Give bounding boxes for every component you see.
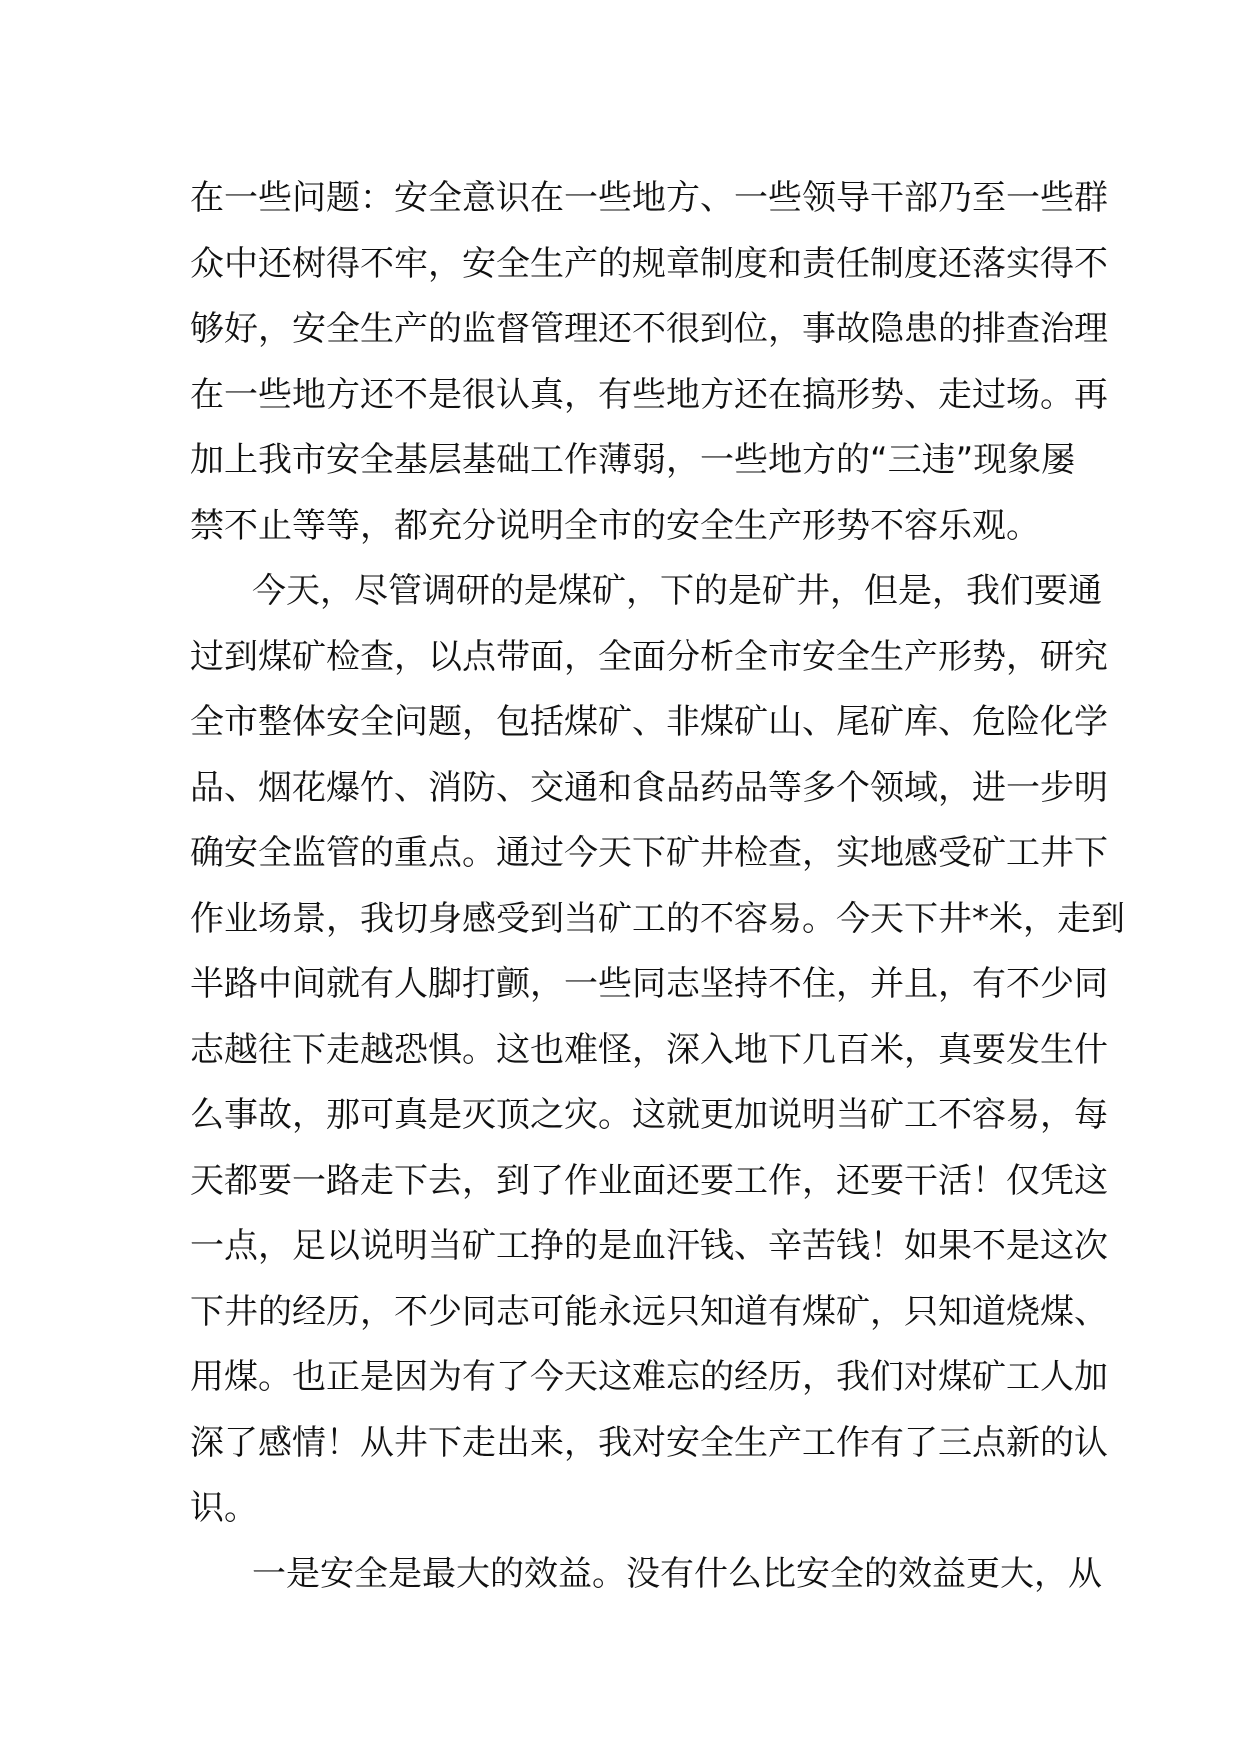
paragraph-first-line: 一是安全是最大的效益。没有什么比安全的效益更大，从 xyxy=(252,1553,1102,1594)
text-line: 一点，足以说明当矿工挣的是血汗钱、辛苦钱！如果不是这次 xyxy=(190,1226,1108,1266)
text-line: 在一些问题：安全意识在一些地方、一些领导干部乃至一些群 xyxy=(190,178,1108,218)
text-line: 半路中间就有人脚打颤，一些同志坚持不住，并且，有不少同 xyxy=(190,964,1108,1004)
text-line: 识。 xyxy=(190,1488,258,1528)
text-line: 下井的经历，不少同志可能永远只知道有煤矿，只知道烧煤、 xyxy=(190,1291,1108,1332)
text-line: 禁不止等等，都充分说明全市的安全生产形势不容乐观。 xyxy=(190,505,1040,546)
text-line: 过到煤矿检查，以点带面，全面分析全市安全生产形势，研究 xyxy=(190,636,1108,677)
text-line: 么事故，那可真是灭顶之灾。这就更加说明当矿工不容易，每 xyxy=(190,1095,1108,1135)
text-line: 用煤。也正是因为有了今天这难忘的经历，我们对煤矿工人加 xyxy=(190,1357,1108,1397)
text-line: 作业场景，我切身感受到当矿工的不容易。今天下井*米，走到 xyxy=(190,898,1125,939)
text-line: 够好，安全生产的监督管理还不很到位，事故隐患的排查治理 xyxy=(190,309,1108,349)
text-line: 全市整体安全问题，包括煤矿、非煤矿山、尾矿库、危险化学 xyxy=(190,702,1108,742)
text-line: 品、烟花爆竹、消防、交通和食品药品等多个领域，进一步明 xyxy=(190,767,1108,808)
text-line: 在一些地方还不是很认真，有些地方还在搞形势、走过场。再 xyxy=(190,374,1108,415)
text-line: 深了感情！从井下走出来，我对安全生产工作有了三点新的认 xyxy=(190,1422,1108,1463)
text-line: 加上我市安全基层基础工作薄弱，一些地方的“三违”现象屡 xyxy=(190,440,1076,480)
text-line: 志越往下走越恐惧。这也难怪，深入地下几百米，真要发生什 xyxy=(190,1029,1108,1070)
paragraph-first-line: 今天，尽管调研的是煤矿，下的是矿井，但是，我们要通 xyxy=(252,571,1102,611)
text-line: 天都要一路走下去，到了作业面还要工作，还要干活！仅凭这 xyxy=(190,1160,1108,1201)
body-text xyxy=(190,166,1125,1607)
text-line: 确安全监管的重点。通过今天下矿井检查，实地感受矿工井下 xyxy=(190,833,1108,873)
text-line: 众中还树得不牢，安全生产的规章制度和责任制度还落实得不 xyxy=(190,243,1108,284)
